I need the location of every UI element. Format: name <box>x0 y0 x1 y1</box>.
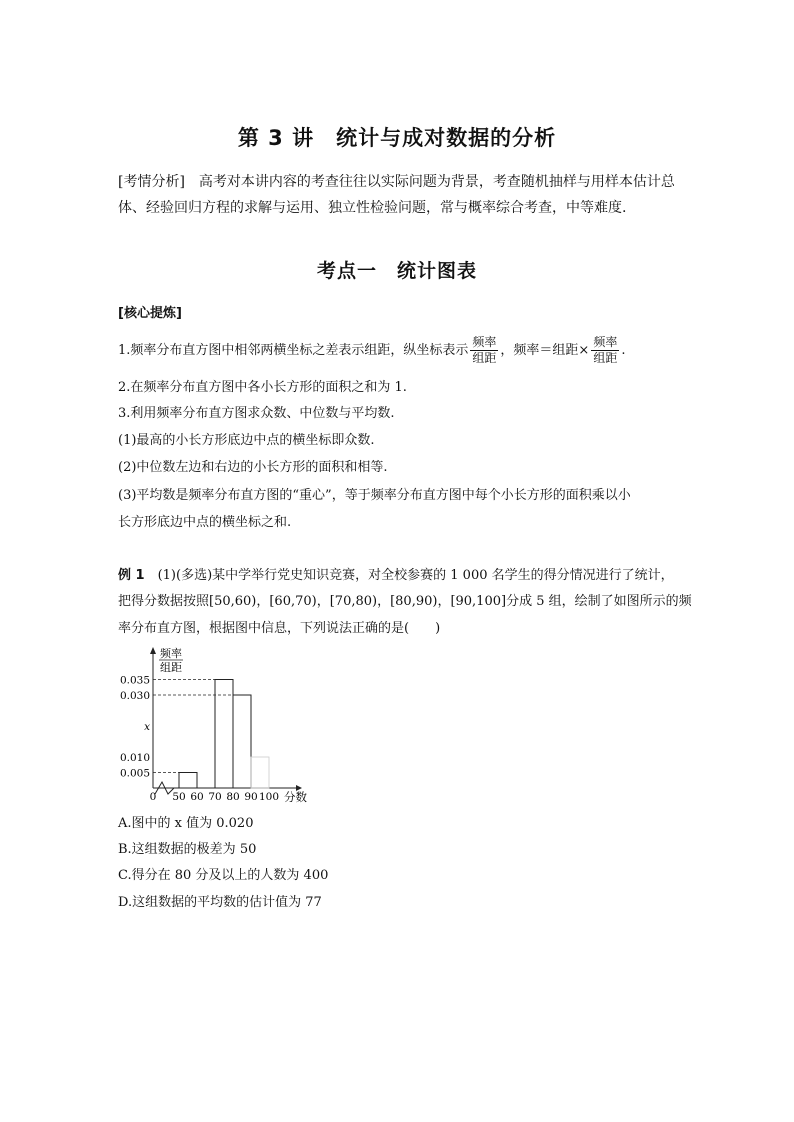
point-1 <box>118 335 625 366</box>
fraction-1 <box>470 335 498 366</box>
point-1-text-a: 1.频率分布直方图中相邻两横坐标之差表示组距，纵坐标表示 <box>118 343 469 358</box>
histogram-bar <box>251 757 269 788</box>
option-b[interactable]: B.这组数据的极差为 50 <box>118 842 257 857</box>
option-a[interactable]: A.图中的 x 值为 0.020 <box>118 816 254 831</box>
fraction-2 <box>591 335 619 366</box>
y-tick-label: 0.010 <box>119 752 150 764</box>
example-label: 例 1 <box>118 568 145 583</box>
y-tick-label: x <box>144 721 150 733</box>
fraction-2-denominator: 组距 <box>593 351 618 365</box>
y-tick-label: 0.035 <box>119 674 150 687</box>
fraction-1-denominator: 组距 <box>472 351 497 365</box>
x-axis-label: 分数 <box>284 790 307 804</box>
example-line-2: 把得分数据按照[50,60)，[60,70)，[70,80)，[80,90)，[90,100]分成 5 组，绘制了如图所示的频 <box>118 594 692 609</box>
point-3: 3.利用频率分布直方图求众数、中位数与平均数. <box>118 406 395 421</box>
example-line-3: 率分布直方图，根据图中信息，下列说法正确的是( ) <box>118 621 441 636</box>
origin-label: 0 <box>149 791 157 803</box>
point-3-3-line-1: (3)平均数是频率分布直方图的“重心”，等于频率分布直方图中每个小长方形的面积乘以小 <box>118 488 631 503</box>
histogram-bar <box>215 680 233 789</box>
y-axis-label-top: 频率 <box>160 647 182 660</box>
fraction-2-numerator: 频率 <box>593 335 618 349</box>
x-tick-label: 100 <box>258 791 280 803</box>
section-title: 考点一 统计图表 <box>316 260 477 282</box>
option-d[interactable]: D.这组数据的平均数的估计值为 77 <box>118 895 322 910</box>
fraction-1-numerator: 频率 <box>472 335 497 349</box>
x-tick-label: 80 <box>226 791 240 803</box>
section-tag: [核心提炼] <box>118 306 182 321</box>
example-line-1 <box>118 566 674 586</box>
analysis-line-2: 体、经验回归方程的求解与运用、独立性检验问题，常与概率综合考查，中等难度. <box>118 200 627 216</box>
option-c[interactable]: C.得分在 80 分及以上的人数为 400 <box>118 868 329 883</box>
x-tick-label: 70 <box>208 791 222 803</box>
page-title: 第 3 讲 统计与成对数据的分析 <box>237 126 557 150</box>
y-tick-label: 0.005 <box>119 767 150 780</box>
analysis-line-1: [考情分析] 高考对本讲内容的考查往往以实际问题为背景，考查随机抽样与用样本估计总 <box>118 174 675 190</box>
x-tick-label: 60 <box>190 791 204 803</box>
x-tick-label: 90 <box>244 791 258 803</box>
histogram-chart <box>110 642 330 807</box>
histogram-layer <box>120 646 308 804</box>
point-3-2: (2)中位数左边和右边的小长方形的面积和相等. <box>118 460 388 475</box>
y-axis-arrow <box>150 647 156 654</box>
x-tick-label: 50 <box>172 791 186 803</box>
point-2: 2.在频率分布直方图中各小长方形的面积之和为 1. <box>118 380 407 395</box>
histogram-bar <box>179 773 197 789</box>
point-1-text-b: ，频率＝组距× <box>500 343 590 358</box>
point-3-3-line-2: 长方形底边中点的横坐标之和. <box>118 515 292 530</box>
y-tick-label: 0.030 <box>119 690 150 702</box>
example-text-1: (1)(多选)某中学举行党史知识竞赛，对全校参赛的 1 000 名学生的得分情况进行了统计， <box>144 568 674 583</box>
histogram-bar <box>233 695 251 788</box>
point-3-1: (1)最高的小长方形底边中点的横坐标即众数. <box>118 433 375 448</box>
y-axis-label-bottom: 组距 <box>160 661 182 674</box>
point-1-end: . <box>621 343 626 358</box>
